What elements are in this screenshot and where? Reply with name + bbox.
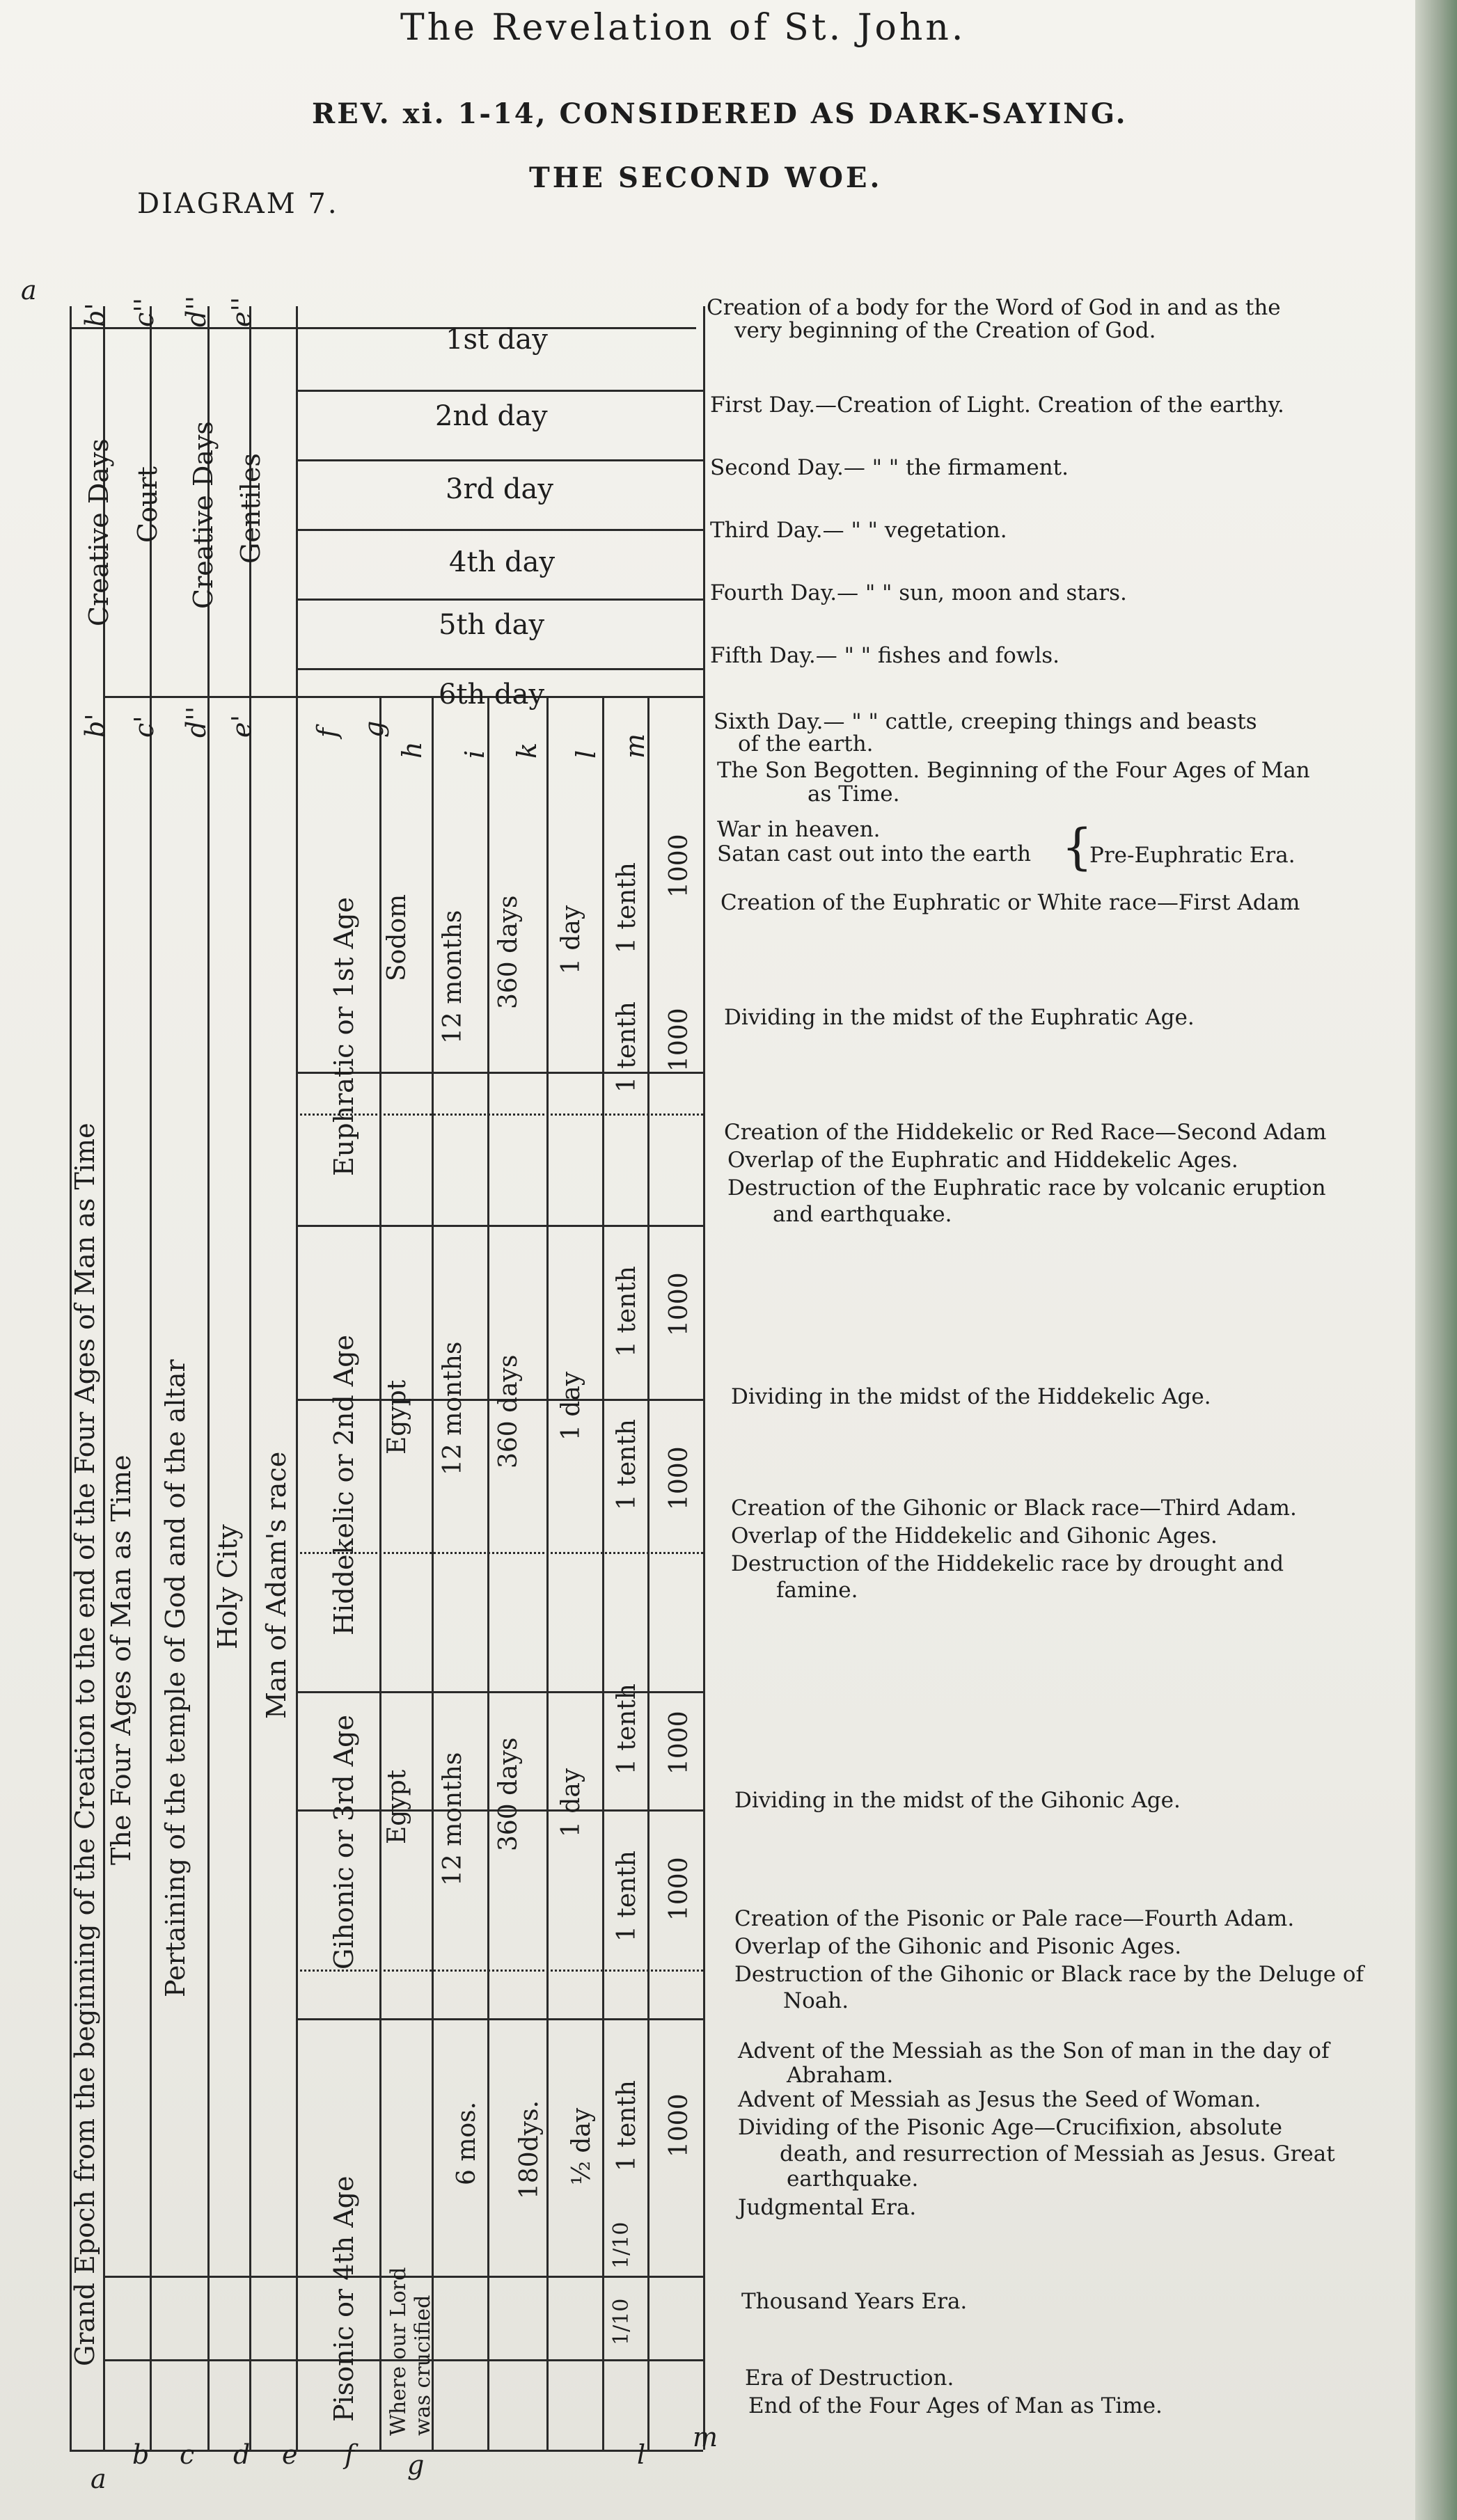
column-rule-right <box>703 306 705 2450</box>
fraction-cell-2: 1/10 <box>609 2298 633 2345</box>
note-end-four-ages: End of the Four Ages of Man as Time. <box>748 2393 1163 2418</box>
tenth-cell-5: 1 tenth <box>613 1683 641 1775</box>
column-rule-c <box>150 306 152 2450</box>
column-letter-g-mid: g <box>359 720 389 738</box>
thousand-cell-1: 1000 <box>665 834 693 898</box>
thousand-cell-7: 1000 <box>665 2093 693 2157</box>
day-cell-2: 1 day <box>557 1371 585 1441</box>
column-letter-a-bottom: a <box>90 2464 107 2494</box>
note-pre-euphratic: Pre-Euphratic Era. <box>1089 843 1295 868</box>
tenth-cell-1: 1 tenth <box>613 862 641 953</box>
column-letter-c-bottom: c <box>180 2439 195 2470</box>
note-abraham: Abraham. <box>787 2063 894 2088</box>
column-rule-k <box>546 696 549 2450</box>
gentiles-label: Gentiles <box>235 453 266 564</box>
note-white-race: Creation of the Euphratic or White race—First Adam <box>720 890 1300 915</box>
day-label-4: 4th day <box>449 546 556 578</box>
note-third-day: Third Day.— " " vegetation. <box>710 518 1007 543</box>
place-sodom: Sodom <box>383 894 411 981</box>
day-row-rule <box>296 668 703 670</box>
note-thousand-years: Thousand Years Era. <box>741 2289 968 2314</box>
note-war: War in heaven. <box>717 817 881 842</box>
note-overlap-2: Overlap of the Hiddekelic and Gihonic Ages. <box>731 1523 1218 1548</box>
column-rule-b <box>103 306 105 2450</box>
column-letter-l-bottom: l <box>637 2439 646 2470</box>
days-cell-4: 180dys. <box>515 2100 544 2199</box>
column-rule-i <box>487 696 489 2450</box>
note-destruction-1: Destruction of the Euphratic race by volcanic eruption <box>727 1175 1326 1200</box>
age-gihonic: Gihonic or 3rd Age <box>329 1715 359 1970</box>
note-sixth-day-2: of the earth. <box>738 731 874 756</box>
months-cell-4: 6 mos. <box>452 2101 481 2185</box>
day-cell-3: 1 day <box>557 1768 585 1837</box>
age-boundary-rule <box>296 2018 703 2020</box>
note-overlap-1: Overlap of the Euphratic and Hiddekelic Ages. <box>727 1148 1238 1173</box>
column-letter-m-bottom: m <box>693 2422 718 2452</box>
note-earthquake: earthquake. <box>787 2166 919 2192</box>
creative-section-rule <box>103 696 296 698</box>
thousand-cell-6: 1000 <box>665 1857 693 1921</box>
place-crucified-1: Where our Lord <box>386 2267 411 2436</box>
day-row-rule <box>296 599 703 601</box>
note-sixth-day: Sixth Day.— " " cattle, creeping things and beasts <box>714 709 1257 734</box>
note-dividing-pisonic: Dividing of the Pisonic Age—Crucifixion, absolute <box>738 2115 1283 2140</box>
days-cell-2: 360 days <box>494 1354 523 1468</box>
column-letter-a: a <box>21 275 37 306</box>
age-boundary-rule <box>296 1225 703 1227</box>
thousand-cell-2: 1000 <box>665 1008 693 1072</box>
note-first-day: First Day.—Creation of Light. Creation of the earthy. <box>710 393 1284 418</box>
note-advent-jesus: Advent of Messiah as Jesus the Seed of Woman. <box>738 2087 1261 2112</box>
day-label-5: 5th day <box>439 609 545 641</box>
column-letter-k-mid: k <box>512 742 542 759</box>
age-hiddekelic: Hiddekelic or 2nd Age <box>329 1334 359 1635</box>
thousand-cell-5: 1000 <box>665 1711 693 1775</box>
tenth-cell-2: 1 tenth <box>613 1001 641 1093</box>
day-cell-1: 1 day <box>557 905 585 974</box>
day-row-rule <box>296 459 703 461</box>
column-rule-d <box>207 306 210 2450</box>
column-letter-e-mid: e' <box>226 715 257 738</box>
age-pisonic: Pisonic or 4th Age <box>329 2176 359 2422</box>
page-edge-background <box>1415 0 1457 2520</box>
creative-days-label-2: Creative Days <box>188 421 219 609</box>
holy-city-label: Holy City <box>212 1524 243 1649</box>
column-rule-e <box>249 306 251 2450</box>
tenth-cell-4: 1 tenth <box>613 1419 641 1510</box>
column-letter-d-top: d'' <box>181 295 212 327</box>
column-letter-b-mid: b' <box>80 713 111 738</box>
note-advent-son-of-man: Advent of the Messiah as the Son of man in the day of <box>738 2038 1330 2063</box>
note-second-day: Second Day.— " " the firmament. <box>710 455 1069 480</box>
months-cell-3: 12 months <box>439 1752 467 1886</box>
column-letter-h-mid: h <box>397 741 427 759</box>
column-rule-l <box>602 696 604 2450</box>
court-label: Court <box>132 466 163 543</box>
page-title: The Revelation of St. John. <box>400 7 966 49</box>
note-creation-body-2: very beginning of the Creation of God. <box>734 318 1156 343</box>
column-rule-m <box>647 696 649 2450</box>
day-label-6: 6th day <box>439 679 545 711</box>
note-creation-body: Creation of a body for the Word of God in and as the <box>707 295 1281 320</box>
age-boundary-rule <box>296 1691 703 1693</box>
age-euphratic: Euphratic or 1st Age <box>329 896 359 1176</box>
day-row-rule <box>296 529 703 531</box>
note-black-race: Creation of the Gihonic or Black race—Third Adam. <box>731 1496 1297 1521</box>
note-fifth-day: Fifth Day.— " " fishes and fowls. <box>710 643 1060 668</box>
thousand-cell-4: 1000 <box>665 1446 693 1510</box>
place-egypt-2: Egypt <box>383 1769 411 1844</box>
note-fourth-day: Fourth Day.— " " sun, moon and stars. <box>710 580 1127 605</box>
place-crucified-2: was crucified <box>411 2295 435 2436</box>
adams-race-label: Man of Adam's race <box>261 1451 292 1719</box>
column-rule-f <box>296 306 298 2450</box>
thousand-cell-3: 1000 <box>665 1272 693 1336</box>
months-cell-1: 12 months <box>439 910 467 1044</box>
place-egypt-1: Egypt <box>383 1379 411 1455</box>
note-divide-gihonic: Dividing in the midst of the Gihonic Age. <box>734 1788 1181 1813</box>
column-letter-b-top: b' <box>80 303 111 327</box>
note-son-begotten: The Son Begotten. Beginning of the Four Ages of Man <box>717 758 1310 783</box>
day-cell-4: ½ day <box>567 2107 596 2185</box>
section-heading: THE SECOND WOE. <box>529 161 883 194</box>
column-letter-e-bottom: e <box>282 2439 298 2470</box>
bottom-rule <box>70 2450 703 2452</box>
brace: { <box>1062 818 1093 875</box>
column-letter-i-mid: i <box>459 750 490 759</box>
column-letter-d-bottom: d <box>233 2439 251 2470</box>
column-rule-h <box>432 696 434 2450</box>
column-letter-f-mid: f <box>312 727 342 738</box>
column-letter-c-top: c'' <box>129 297 159 327</box>
note-red-race: Creation of the Hiddekelic or Red Race—Second Adam <box>724 1120 1327 1145</box>
months-cell-2: 12 months <box>439 1341 467 1475</box>
note-resurrection: death, and resurrection of Messiah as Jesus. Great <box>780 2141 1335 2166</box>
creative-days-label: Creative Days <box>84 438 114 626</box>
note-destruction-3b: Noah. <box>783 1988 849 2013</box>
day-label-1: 1st day <box>446 324 548 356</box>
column-letter-c-mid: c' <box>129 715 159 738</box>
grand-epoch-label: Grand Epoch from the beginning of the Creation to the end of the Four Ages of Man as Time <box>70 1123 100 2366</box>
day-label-2: 2nd day <box>435 400 548 432</box>
days-cell-1: 360 days <box>494 895 523 1009</box>
four-ages-label: The Four Ages of Man as Time <box>106 1455 136 1865</box>
note-destruction-2b: famine. <box>776 1578 858 1603</box>
note-destruction-1b: and earthquake. <box>773 1202 952 1227</box>
days-cell-3: 360 days <box>494 1737 523 1851</box>
column-letter-e-top: e'' <box>226 296 257 327</box>
note-divide-euphratic: Dividing in the midst of the Euphratic Age. <box>724 1005 1195 1030</box>
note-destruction-3: Destruction of the Gihonic or Black race by the Deluge of <box>734 1962 1364 1987</box>
note-son-begotten-2: as Time. <box>808 782 900 807</box>
column-rule-g <box>379 696 381 2450</box>
note-era-destruction: Era of Destruction. <box>745 2366 954 2391</box>
column-letter-m-mid: m <box>620 733 650 759</box>
tenth-cell-7: 1 tenth <box>613 2080 641 2171</box>
tenth-cell-6: 1 tenth <box>613 1851 641 1942</box>
overlap-dotted-rule <box>296 1970 703 1972</box>
note-satan: Satan cast out into the earth <box>717 841 1032 866</box>
column-letter-g-bottom: g <box>407 2450 425 2480</box>
column-letter-f-bottom: f <box>345 2439 355 2470</box>
column-letter-l-mid: l <box>571 750 601 759</box>
day-label-3: 3rd day <box>446 473 553 505</box>
note-overlap-3: Overlap of the Gihonic and Pisonic Ages. <box>734 1934 1182 1959</box>
fraction-cell-1: 1/10 <box>609 2221 633 2269</box>
day-row-rule <box>296 390 703 392</box>
tenth-cell-3: 1 tenth <box>613 1266 641 1357</box>
top-rule <box>70 327 696 329</box>
note-pale-race: Creation of the Pisonic or Pale race—Fourth Adam. <box>734 1906 1295 1931</box>
note-divide-hiddekelic: Dividing in the midst of the Hiddekelic Age. <box>731 1384 1211 1409</box>
temple-label: Pertaining of the temple of God and of the altar <box>160 1359 191 1997</box>
column-letter-b-bottom: b <box>132 2439 150 2470</box>
diagram-label: DIAGRAM 7. <box>137 188 339 220</box>
note-judgmental-era: Judgmental Era. <box>738 2195 917 2220</box>
note-destruction-2: Destruction of the Hiddekelic race by drought and <box>731 1551 1284 1576</box>
page-subtitle: REV. xi. 1-14, CONSIDERED AS DARK-SAYING. <box>312 97 1128 130</box>
column-letter-d-mid: d'' <box>181 706 212 738</box>
